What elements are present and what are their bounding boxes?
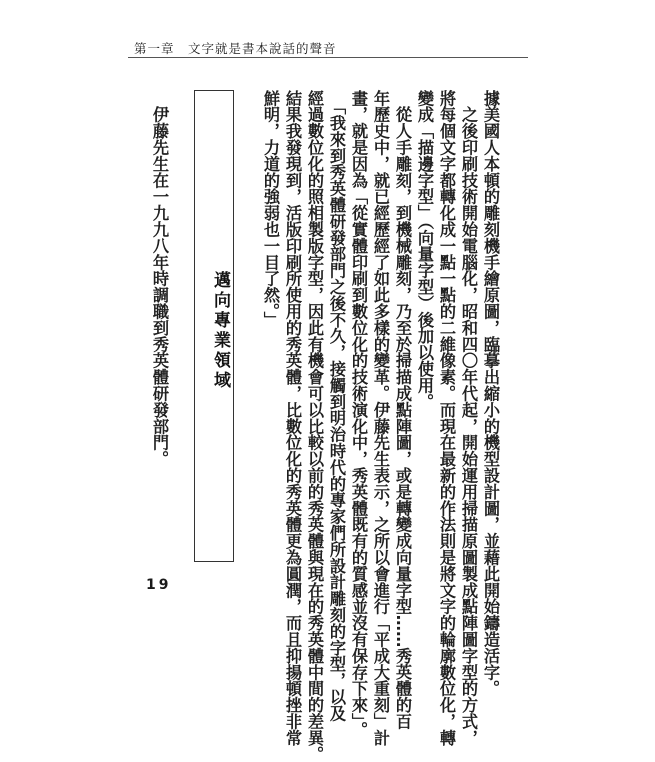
- body-column: 鮮明，力道的強弱也一目了然。」: [261, 90, 280, 328]
- body-column: 年歷史中，就已經歷經了如此多樣的變革。伊藤先生表示，之所以會進行「平成大重刻」計: [371, 90, 390, 746]
- body-column: 據美國人本頓的雕刻機手繪原圖，臨摹出縮小的機型設計圖，並藉此開始鑄造活字。: [481, 90, 500, 697]
- section-heading-box: [194, 90, 234, 562]
- body-column: 變成「描邊字型」（向量字型）後加以使用。: [415, 90, 434, 410]
- header-divider: [128, 57, 528, 58]
- body-column: 結果我發現到，活版印刷所使用的秀英體，比數位化的秀英體更為圓潤，而且抑揚頓挫非常: [283, 90, 302, 746]
- chapter-running-header: 第一章 文字就是書本說話的聲音: [134, 41, 337, 56]
- body-column: 畫，就是因為「從實體印刷到數位化的技術演化中，秀英體既有的質感並沒有保存下來」。: [349, 90, 368, 738]
- body-column: 之後印刷技術開始電腦化，昭和四〇年代起，開始運用掃描原圖製成點陣圖字型的方式，: [459, 90, 478, 746]
- body-column: 從人手雕刻，到機械雕刻，乃至於掃描成點陣圖，或是轉變成向量字型……秀英體的百: [393, 90, 412, 730]
- page-number: 19: [146, 577, 172, 593]
- body-column: 將每個文字都轉化成一點一點的二維像素。而現在最新的作法則是將文字的輪廓數位化，轉: [437, 90, 456, 746]
- body-column: 伊藤先生在一九九八年時調職到秀英體研發部門。: [150, 90, 169, 468]
- section-heading: 邁向專業領域: [210, 271, 230, 391]
- body-column: 經過數位化的照相製版字型，因此有機會可以比較以前的秀英體與現在的秀英體中間的差異。: [305, 90, 324, 762]
- body-column: 「我來到秀英體研發部門之後不久，接觸到明治時代的專家們所設計雕刻的字型，以及: [327, 90, 346, 722]
